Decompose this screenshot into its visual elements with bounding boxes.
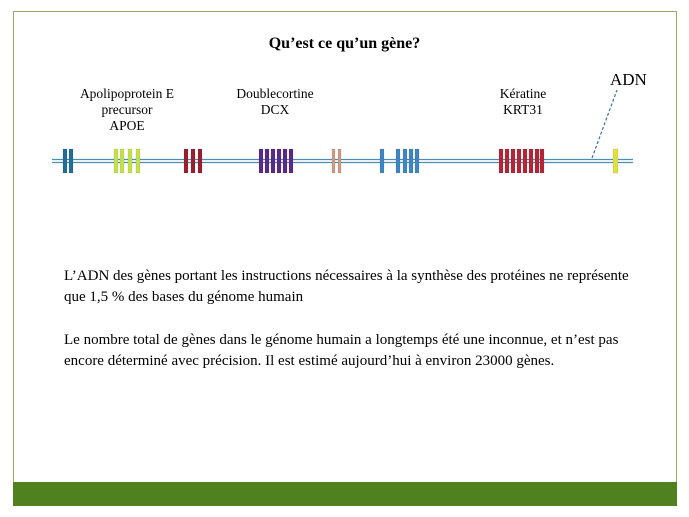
exon-block [114, 149, 118, 173]
exon-block [517, 149, 521, 173]
exon-block [415, 149, 419, 173]
exon-block [511, 149, 515, 173]
exon-block [128, 149, 132, 173]
exon-block [409, 149, 413, 173]
dna-pointer-line [592, 90, 617, 158]
gene-label-line: Doublecortine [236, 86, 314, 101]
exons [63, 149, 618, 173]
gene-label-line: APOE [109, 118, 145, 133]
exon-block [499, 149, 503, 173]
exon-block [63, 149, 67, 173]
exon-block [338, 149, 341, 173]
paragraph-coding-dna: L’ADN des gènes portant les instructions nécessaires à la synthèse des protéines ne représente que 1,5 % des bases du génome humain [64, 268, 629, 305]
exon-block [198, 149, 202, 173]
exon-block [120, 149, 124, 173]
exon-block [271, 149, 275, 173]
exon-block [69, 149, 73, 173]
exon-block [289, 149, 293, 173]
exon-block [396, 149, 400, 173]
dna-label: ADN [610, 70, 647, 89]
slide-title: Qu’est ce qu’un gène? [268, 35, 421, 52]
gene-label-line: DCX [260, 102, 290, 117]
gene-label-line: KRT31 [503, 102, 543, 117]
paragraph-gene-count: Le nombre total de gènes dans le génome humain a longtemps été une inconnue, et n’est pas encore déterminé avec précision. Il est estimé aujourd’hui à environ 23000 gènes. [64, 332, 619, 369]
gene-label-line: precursor [101, 102, 153, 117]
exon-block [184, 149, 188, 173]
exon-block [535, 149, 539, 173]
exon-block [529, 149, 533, 173]
exon-block [540, 149, 544, 173]
exon-block [277, 149, 281, 173]
exon-block [332, 149, 335, 173]
exon-block [505, 149, 509, 173]
exon-block [283, 149, 287, 173]
exon-block [613, 149, 618, 173]
exon-block [403, 149, 407, 173]
exon-block [191, 149, 195, 173]
exon-block [259, 149, 263, 173]
exon-block [380, 149, 384, 173]
gene-label-line: Kératine [499, 86, 547, 101]
gene-label-line: Apolipoprotein E [79, 86, 175, 101]
exon-block [265, 149, 269, 173]
exon-block [136, 149, 140, 173]
exon-block [523, 149, 527, 173]
